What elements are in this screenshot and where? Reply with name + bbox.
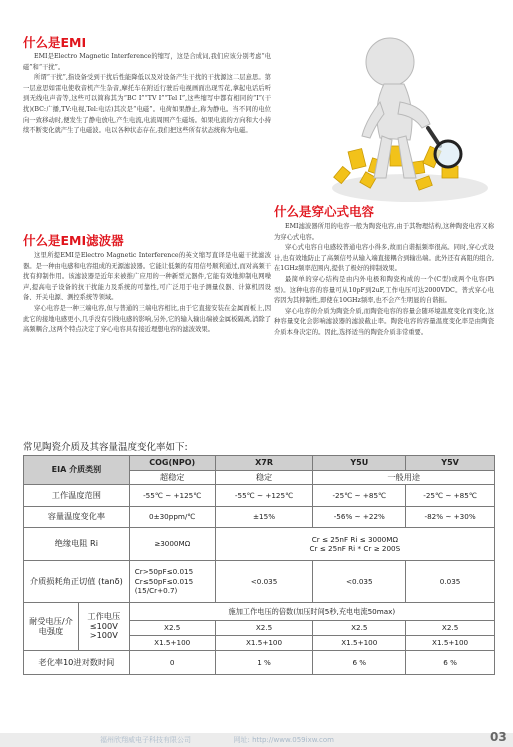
table-cell: X2.5 <box>313 621 406 636</box>
dielectric-table <box>23 455 495 675</box>
table-header-row <box>24 456 495 471</box>
table-row <box>24 485 495 507</box>
table-row <box>24 603 495 621</box>
table-cell: X2.5 <box>406 621 495 636</box>
table-cell: X1.5+100 <box>215 636 313 651</box>
withstand-note: 施加工作电压的倍数(加压时间5秒,充电电流50max) <box>129 603 494 621</box>
header-label: EIA 介质类别 <box>24 456 130 485</box>
table-cell: X1.5+100 <box>129 636 215 651</box>
section-title-filter: 什么是EMI滤波器 <box>23 233 124 248</box>
insulation-line: Cr ≤ 25nF Ri ≤ 3000MΩ <box>311 534 398 544</box>
withstand-v1: ≤100V <box>89 620 118 631</box>
footer-site-label: 网址: <box>233 736 250 744</box>
withstand-sub-label: 工作电压 <box>87 611 121 622</box>
paragraph: 穿心电容的介质为陶瓷介质,而陶瓷电容的容量会随环境温度变化而变化,这种容量变化会影响滤波器的滤波截止率。陶瓷电容的容量温度变化率是由陶瓷介质本身决定的。因此,选择适当的陶瓷介质非常重要。 <box>274 307 494 336</box>
table-row <box>24 651 495 675</box>
loss-line: Cr>50pF≤0.015 <box>134 567 194 577</box>
paragraph: EMI滤波器所用的电容一般为陶瓷电容,由于其物理结构,这种陶瓷电容又称为穿心式电容。 <box>274 223 494 241</box>
row-label: 工作温度范围 <box>24 485 130 507</box>
withstand-v2: >100V <box>89 630 118 641</box>
row-label: 老化率10进对数时间 <box>24 651 130 675</box>
section-title-feedthrough: 什么是穿心式电容 <box>274 204 375 219</box>
header-col: COG(NPO) <box>129 456 215 471</box>
table-cell: <0.035 <box>215 561 313 603</box>
table-cell: 0±30ppm/℃ <box>129 507 215 528</box>
header-col: Y5V <box>406 456 495 471</box>
table-row <box>24 561 495 603</box>
row-label: 容量温度变化率 <box>24 507 130 528</box>
row-label: 介质损耗角正切值 (tanδ) <box>24 561 130 603</box>
section-body-filter <box>23 251 271 336</box>
table-cell: <0.035 <box>313 561 406 603</box>
paragraph: EMI是Electro Magnetic Interference的缩写，这是合成词,我们应该分别考虑“电磁”和“干扰”。 <box>23 53 271 71</box>
table-cell: -56% ~ +22% <box>313 507 406 528</box>
usage-cell: 超稳定 <box>129 471 215 485</box>
footer-text <box>100 735 334 745</box>
row-label: 耐受电压/介电强度 <box>24 603 79 651</box>
paragraph: 最简单的穿心结构是由内外电极和陶瓷构成的一个(C型)或两个电容(Pi型)。这种电容的容量可从10pF到2uF,工作电压可达2000VDC。普式穿心电容因为其抑制性,即使在10GHz频率,也不会产生明显的自谐振。 <box>274 275 494 305</box>
table-cell: -55℃ ~ +125℃ <box>129 485 215 507</box>
header-col: X7R <box>215 456 313 471</box>
footer-company: 福州欣翔威电子科技有限公司 <box>100 736 191 744</box>
row-label: 绝缘电阻 Ri <box>24 528 130 561</box>
loss-line: Cr≤50pF≤0.015 <box>134 576 194 586</box>
table-cell: X1.5+100 <box>406 636 495 651</box>
insulation-line: Cr ≤ 25nF Ri * Cr ≥ 200S <box>309 544 401 553</box>
table-cell: 0 <box>129 651 215 675</box>
table-cell: 6 % <box>313 651 406 675</box>
table-cell: X2.5 <box>129 621 215 636</box>
sub-label <box>78 603 129 651</box>
paragraph: 穿心式电容自电感较普通电容小得多,故而自谐振频率很高。同时,穿心式设计,也有效地防止了高频信号从输入端直接耦合到输出端。此外还有高阻的组合,在1GHz频率范围内,提供了极好的抑制效果。 <box>274 244 494 273</box>
table-cell <box>129 561 215 603</box>
illustration-figure-magnifier <box>292 28 492 208</box>
page-number: 03 <box>490 730 507 744</box>
table-cell: ≥3000MΩ <box>129 528 215 561</box>
header-col: Y5U <box>313 456 406 471</box>
table-cell: 0.035 <box>406 561 495 603</box>
usage-cell: 稳定 <box>215 471 313 485</box>
table-row <box>24 528 495 561</box>
figure-magnifier-icon <box>292 28 492 208</box>
paragraph: 所谓“干扰”,指设备受到干扰后性能降低以及对设备产生干扰的干扰源这二层意思。第一层意思如雷电使收音机产生杂音,摩托车在附近行驶后电视画面出现雪花,拿起电话后听到无线电声音等,这些可以简称其为“BC I”“TV I”“Tel I”,这些缩写中都有相同的“I”(干扰)(BC:广播,TV:电视,Tel:电话)其次是“电磁”。电荷如果静止,称为静电。当不同的电位向一致移动时,便发生了静电放电,产生电流,电流周围产生磁场。如果电流的方向和大小持续不断变化就产生了电磁波。电以各种状态存在,我们把这些所有状态统称为电磁。 <box>23 74 271 135</box>
paragraph: 穿心电容是一种三端电容,但与普通的三端电容相比,由于它直接安装在金属面板上,因此它的接地电感更小,几乎没有引线电感的影响,另外,它的输入输出端被金属板隔离,消除了高频耦合,这两个特点决定了穿心电容具有接近理想电容的滤波效果。 <box>23 304 271 334</box>
table-cell: -25℃ ~ +85℃ <box>313 485 406 507</box>
table-cell: ±15% <box>215 507 313 528</box>
table-title: 常见陶瓷介质及其容量温度变化率如下: <box>23 442 188 453</box>
footer-site-link[interactable]: http://www.059ixw.com <box>252 736 334 744</box>
table-row <box>24 507 495 528</box>
section-body-feedthrough <box>274 222 494 339</box>
table-cell <box>215 528 494 561</box>
section-body-emi <box>23 52 271 137</box>
table-cell: -25℃ ~ +85℃ <box>406 485 495 507</box>
section-title-emi: 什么是EMI <box>23 35 87 50</box>
paragraph: 这里所提EMI是Electro Magnetic Interference的英文缩写直译是电磁干扰滤波器。是一种由电感和电容组成的无源滤波器。它能让低频的有用信号顺利通过,而对高频干扰有抑制作用。该滤波器是近年来被推广应用的一种新型元器件,它能有效地抑制电网噪声,提高电子设备的抗干扰能力及系统的可靠性,可广泛用于电子测量仪器、计算机因设备、开关电源、测控系统等领域。 <box>23 252 271 302</box>
table-cell: X1.5+100 <box>313 636 406 651</box>
table-cell: X2.5 <box>215 621 313 636</box>
usage-cell: 一般用途 <box>313 471 495 485</box>
table-cell: -55℃ ~ +125℃ <box>215 485 313 507</box>
table-cell: -82% ~ +30% <box>406 507 495 528</box>
table-cell: 6 % <box>406 651 495 675</box>
loss-line: (15/Cr+0.7) <box>134 586 178 596</box>
table-cell: 1 % <box>215 651 313 675</box>
